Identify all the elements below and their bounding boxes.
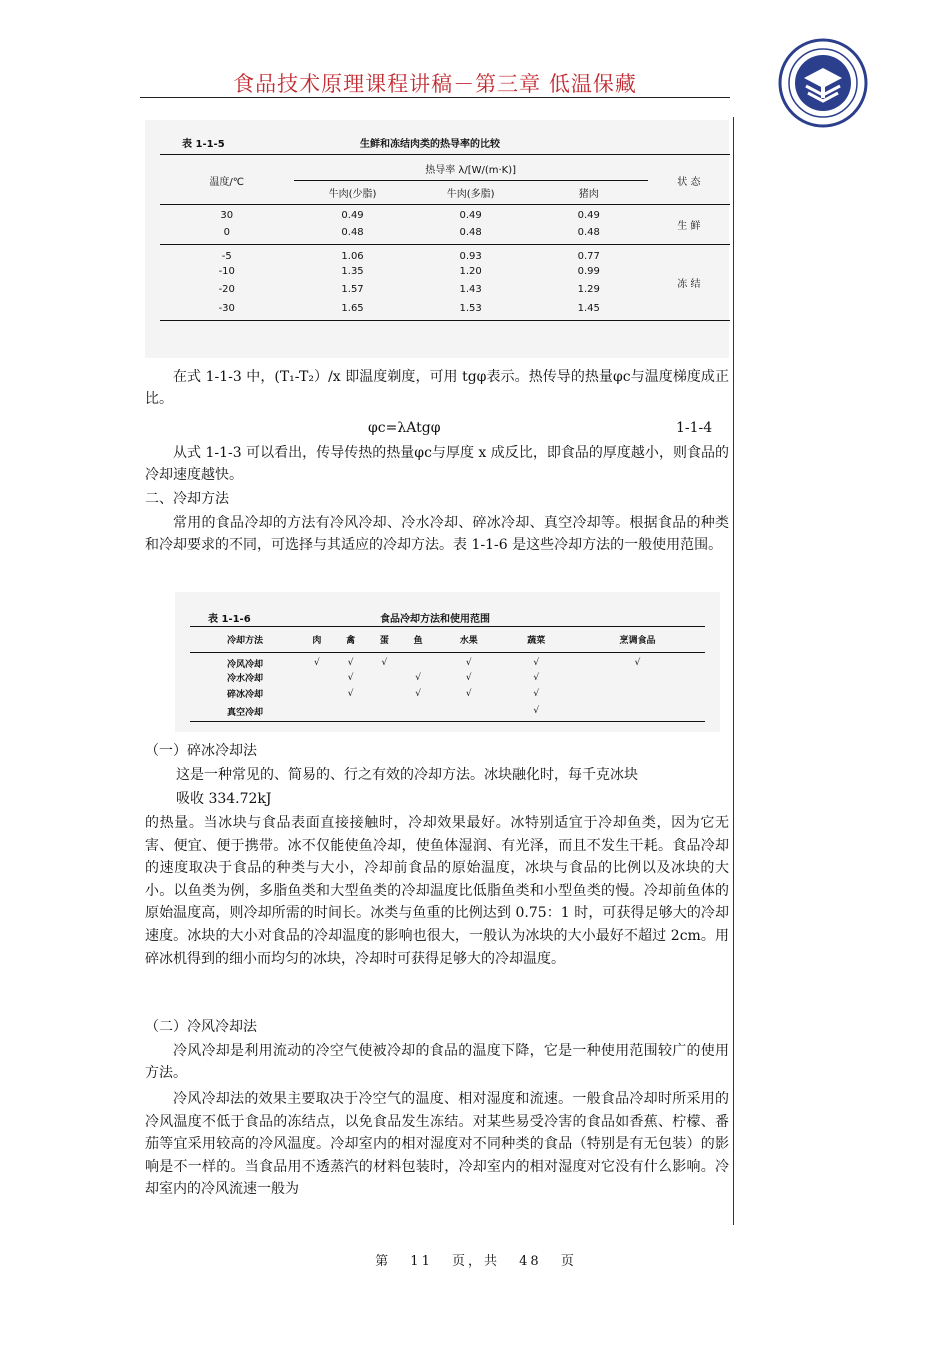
table-2-header: 蛋 [379,636,389,647]
table-row [160,262,730,280]
page-header-title: 食品技术原理课程讲稿－第三章 低温保藏 [233,72,637,96]
table-2-header: 禽 [346,636,356,647]
table-cell: -20 [218,283,235,295]
section-heading: 二、冷却方法 [145,491,229,507]
table-cell: 30 [220,209,234,221]
table-cell [570,686,705,702]
table-1-state-fresh: 生 鲜 [677,220,701,232]
table-2-header: 蔬菜 [527,636,546,647]
table-cell [368,702,402,722]
table-cell [300,686,334,702]
table-cell: 0.48 [341,227,364,239]
table-1 [160,158,730,321]
section-heading: （二）冷风冷却法 [145,1019,257,1035]
table-row [160,244,730,262]
table-cell: √ [533,688,540,699]
page-footer [0,1250,952,1269]
table-2-header: 鱼 [413,636,423,647]
table-cell: √ [533,706,540,717]
table-2-header: 水果 [459,636,478,647]
table-1-subheader: 猪肉 [578,188,599,200]
formula-number: 1-1-4 [676,420,713,436]
table-2-header: 冷却方法 [226,636,263,647]
table-cell: 1.43 [459,283,482,295]
table-cell: √ [347,688,354,699]
table-row [190,670,705,686]
table-row [160,280,730,298]
section-heading: （一）碎冰冷却法 [145,743,257,759]
table-cell: √ [415,688,422,699]
table-cell [368,670,402,686]
table-cell: 冷风冷却 [226,659,263,670]
table-cell: -30 [218,303,235,315]
table-cell: 0.48 [459,227,482,239]
table-cell: √ [634,658,641,668]
table-cell: √ [415,672,422,683]
table-cell: √ [314,658,320,668]
table-cell: √ [465,688,472,699]
header-divider [140,97,730,98]
table-2-number: 表 1-1-6 [208,614,251,625]
table-cell: √ [465,658,472,668]
table-2 [190,628,705,722]
table-cell [435,702,502,722]
table-cell: 1.20 [459,265,482,277]
paragraph-line: 这是一种常见的、简易的、行之有效的冷却方法。冰块融化时，每千克冰块 [176,767,638,783]
table-cell: 1.35 [341,265,364,277]
table-cell: √ [533,672,540,683]
table-2-title: 食品冷却方法和使用范围 [380,614,490,625]
table-row [160,222,730,244]
table-cell: 1.53 [459,303,482,315]
table-cell: 碎冰冷却 [226,690,263,700]
table-cell: 0.49 [577,209,600,221]
table-cell: √ [533,658,540,668]
table-cell: 1.57 [341,283,364,295]
university-seal-icon [778,38,868,128]
table-1-col-state: 状 态 [677,177,701,189]
table-1-number: 表 1-1-5 [182,139,225,150]
table-cell: 0.77 [577,250,600,262]
table-cell: 真空冷却 [226,707,263,718]
table-cell [300,702,334,722]
table-1-subheader: 牛肉(少脂) [328,188,377,200]
table-cell: 1.29 [577,283,600,295]
table-cell: 0.93 [459,250,482,262]
table-cell: √ [381,658,388,668]
table-cell: 0.99 [577,265,600,277]
right-margin-rule [733,117,734,1225]
footer-label: 页 [560,1254,577,1269]
footer-label: 页，共 [451,1254,500,1269]
table-row [160,204,730,222]
table-1-group-header: 热导率 λ/[W/(m·K)] [294,158,648,180]
paragraph: 常用的食品冷却的方法有冷风冷却、冷水冷却、碎冰冷却、真空冷却等。根据食品的种类和冷却要求的不同，可选择与其适应的冷却方法。表 1-1-6 是这些冷却方法的一般使用范围。 [145,515,729,554]
table-cell: 冷水冷却 [226,674,263,684]
footer-label: 第 [375,1254,392,1269]
table-cell: -10 [218,265,235,277]
paragraph: 从式 1-1-3 可以看出，传导传热的热量φc与厚度 x 成反比，即食品的厚度越小，则食品的冷却速度越快。 [145,445,729,484]
footer-page-number: 11 [410,1254,433,1269]
table-row [160,298,730,320]
table-1-subheader: 牛肉(多脂) [446,188,495,200]
paragraph: 冷风冷却法的效果主要取决于冷空气的温度、相对湿度和流速。一般食品冷却时所采用的冷风温度不低于食品的冻结点，以免食品发生冻结。对某些易受冷害的食品如香蕉、柠檬、番茄等宜采用较高的冷风温度。冷却室内的相对湿度对不同种类的食品（特别是有无包装）的影响是不一样的。当食品用不透蒸汽的材料包装时，冷却室内的相对湿度对它没有什么影响。冷却室内的冷风流速一般为 [145,1091,729,1198]
table-row [190,702,705,722]
table-cell: 0 [223,227,230,239]
table-1-state-frozen: 冻 结 [677,278,701,290]
paragraph: 在式 1-1-3 中，(T₁-T₂）/x 即温度剃度，可用 tgφ表示。热传导的热量φc与温度梯度成正比。 [145,369,729,408]
table-row [190,652,705,670]
table-1-title: 生鲜和冻结肉类的热导率的比较 [360,139,500,150]
table-2-header: 肉 [312,636,322,647]
table-2-top-rule [190,626,705,627]
table-cell [368,686,402,702]
table-cell: √ [347,658,354,668]
footer-total-pages: 48 [519,1254,542,1269]
table-cell: 1.06 [341,250,364,262]
table-cell [334,702,368,722]
table-cell: 0.49 [459,209,482,221]
table-cell [300,670,334,686]
table-2-header: 烹调食品 [619,636,656,647]
table-cell: -5 [221,250,232,262]
table-cell [401,652,435,670]
table-1-col-temp: 温度/℃ [209,177,245,189]
table-cell [570,702,705,722]
table-cell [570,670,705,686]
table-cell: √ [465,672,472,683]
paragraph: 冷风冷却是利用流动的冷空气使被冷却的食品的温度下降，它是一种使用范围较广的使用方法。 [145,1043,729,1082]
table-row [190,686,705,702]
table-cell [401,702,435,722]
table-cell: 0.48 [577,227,600,239]
table-cell: 0.49 [341,209,364,221]
table-cell: 1.65 [341,303,364,315]
table-1-top-rule [160,154,730,155]
formula: φc=λAtgφ [368,420,441,436]
paragraph: 的热量。当冰块与食品表面直接接触时，冷却效果最好。冰特别适宜于冷却鱼类，因为它无害、便宜、便于携带。冰不仅能使鱼冷却，使鱼体湿润、有光泽，而且不发生干耗。食品冷却的速度取决于食品的种类与大小，冷却前食品的原始温度，冰块与食品的比例以及冰块的大小。以鱼类为例，多脂鱼类和大型鱼类的冷却温度比低脂鱼类和小型鱼类的慢。冷却前鱼体的原始温度高，则冷却所需的时间长。冰类与鱼重的比例达到 0.75：1 时，可获得足够大的冷却速度。冰块的大小对食品的冷却温度的影响也很大，一般认为冰块的大小最好不超过 2cm。用碎冰机得到的细小而均匀的冰块，冷却时可获得足够大的冷却温度。 [145,815,729,967]
table-cell: √ [347,672,354,683]
paragraph-line: 吸收 334.72kJ [176,791,272,807]
table-cell: 1.45 [577,303,600,315]
